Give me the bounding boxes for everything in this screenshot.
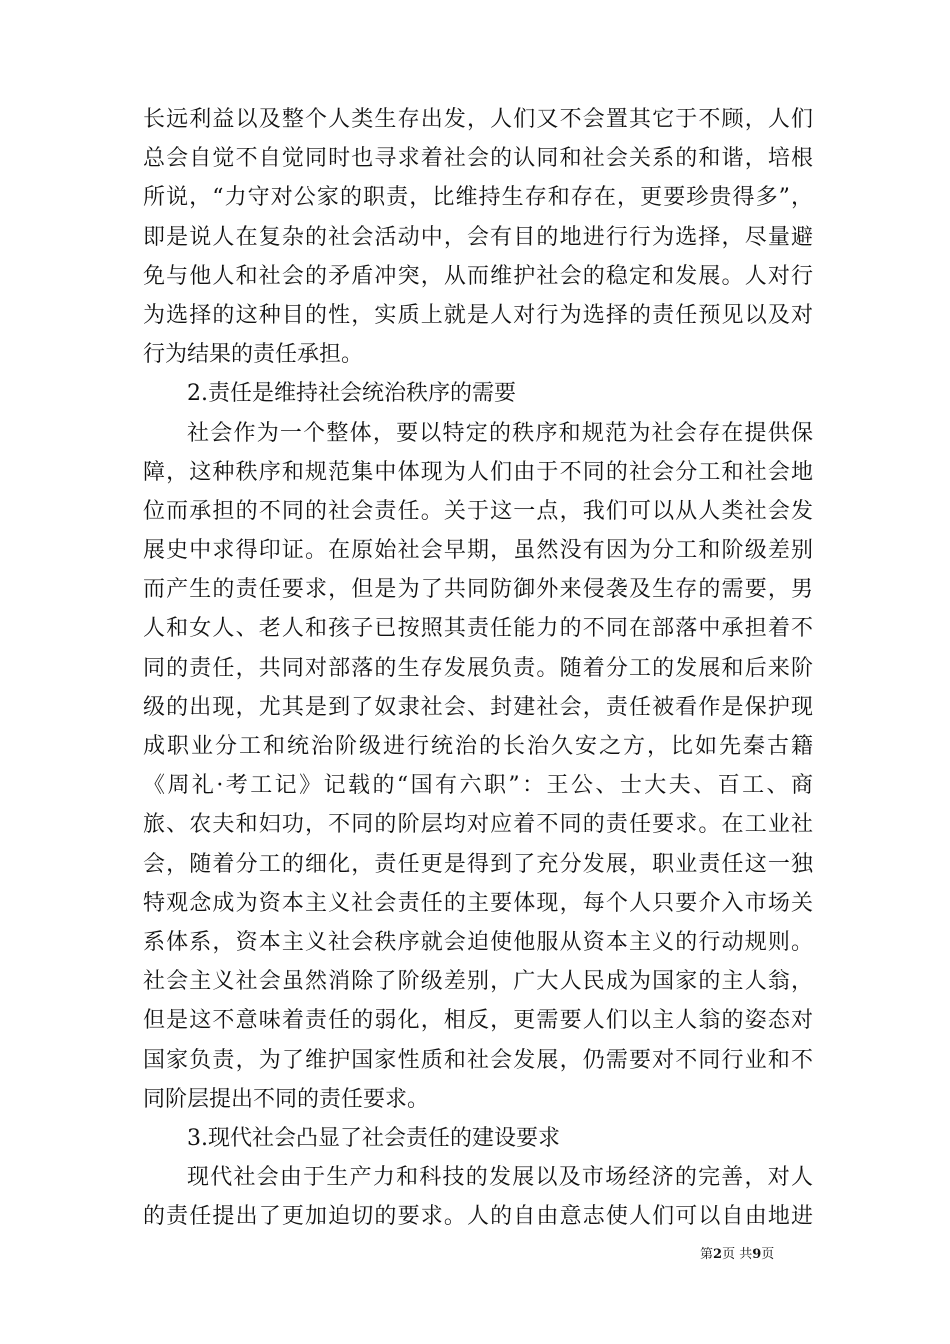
text-line: 国家负责，为了维护国家性质和社会发展，仍需要对不同行业和不 (143, 1047, 813, 1073)
section-heading: 2.责任是维持社会统治秩序的需要 (187, 381, 516, 407)
text-line: 展史中求得印证。在原始社会早期，虽然没有因为分工和阶级差别 (143, 538, 813, 564)
text-line: 障，这种秩序和规范集中体现为人们由于不同的社会分工和社会地 (143, 459, 813, 485)
paragraph (143, 100, 813, 374)
footer-middle: 页 共 (722, 1247, 753, 1262)
text-line: 为选择的这种目的性，实质上就是人对行为选择的责任预见以及对 (143, 302, 813, 328)
text-line: 免与他人和社会的矛盾冲突，从而维护社会的稳定和发展。人对行 (143, 263, 813, 289)
text-line: 即是说人在复杂的社会活动中，会有目的地进行行为选择，尽量避 (143, 224, 813, 250)
page-footer (700, 1246, 820, 1264)
total-pages: 9 (752, 1247, 762, 1262)
text-line: 行为结果的责任承担。 (143, 342, 364, 368)
text-line: 社会主义社会虽然消除了阶级差别，广大人民成为国家的主人翁， (143, 969, 813, 995)
text-line: 位而承担的不同的社会责任。关于这一点，我们可以从人类社会发 (143, 498, 813, 524)
footer-suffix: 页 (761, 1247, 775, 1262)
section-heading: 3.现代社会凸显了社会责任的建设要求 (187, 1125, 560, 1151)
text-line: 级的出现，尤其是到了奴隶社会、封建社会，责任被看作是保护现 (143, 694, 813, 720)
text-line: 长远利益以及整个人类生存出发，人们又不会置其它于不顾，人们 (143, 107, 813, 132)
document-body (143, 100, 813, 1236)
text-line: 的责任提出了更加迫切的要求。人的自由意志使人们可以自由地进 (143, 1204, 813, 1230)
text-line: 会，随着分工的细化，责任更是得到了充分发展，职业责任这一独 (143, 851, 813, 877)
text-line: 所说，“力守对公家的职责，比维持生存和存在，更要珍贵得多”， (143, 185, 813, 211)
text-line: 而产生的责任要求，但是为了共同防御外来侵袭及生存的需要，男 (143, 577, 813, 603)
text-line: 现代社会由于生产力和科技的发展以及市场经济的完善，对人 (187, 1165, 813, 1191)
text-line: 同阶层提出不同的责任要求。 (143, 1086, 430, 1112)
page-number: 2 (713, 1247, 723, 1262)
text-line: 《周礼·考工记》记载的“国有六职”：王公、士大夫、百工、商 (143, 773, 813, 799)
paragraph (143, 1158, 813, 1236)
footer-prefix: 第 (700, 1247, 714, 1262)
text-line: 旅、农夫和妇功，不同的阶层均对应着不同的责任要求。在工业社 (143, 812, 813, 838)
paragraph (143, 414, 813, 1119)
text-line: 同的责任，共同对部落的生存发展负责。随着分工的发展和后来阶 (143, 655, 813, 681)
text-line: 社会作为一个整体，要以特定的秩序和规范为社会存在提供保 (187, 420, 813, 446)
text-line: 系体系，资本主义社会秩序就会迫使他服从资本主义的行动规则。 (143, 929, 813, 955)
text-line: 成职业分工和统治阶级进行统治的长治久安之方，比如先秦古籍 (143, 734, 813, 759)
text-line: 但是这不意味着责任的弱化，相反，更需要人们以主人翁的姿态对 (143, 1008, 813, 1034)
text-line: 特观念成为资本主义社会责任的主要体现，每个人只要介入市场关 (143, 890, 813, 916)
text-line: 总会自觉不自觉同时也寻求着社会的认同和社会关系的和谐，培根 (143, 146, 813, 172)
text-line: 人和女人、老人和孩子已按照其责任能力的不同在部落中承担着不 (143, 616, 813, 642)
